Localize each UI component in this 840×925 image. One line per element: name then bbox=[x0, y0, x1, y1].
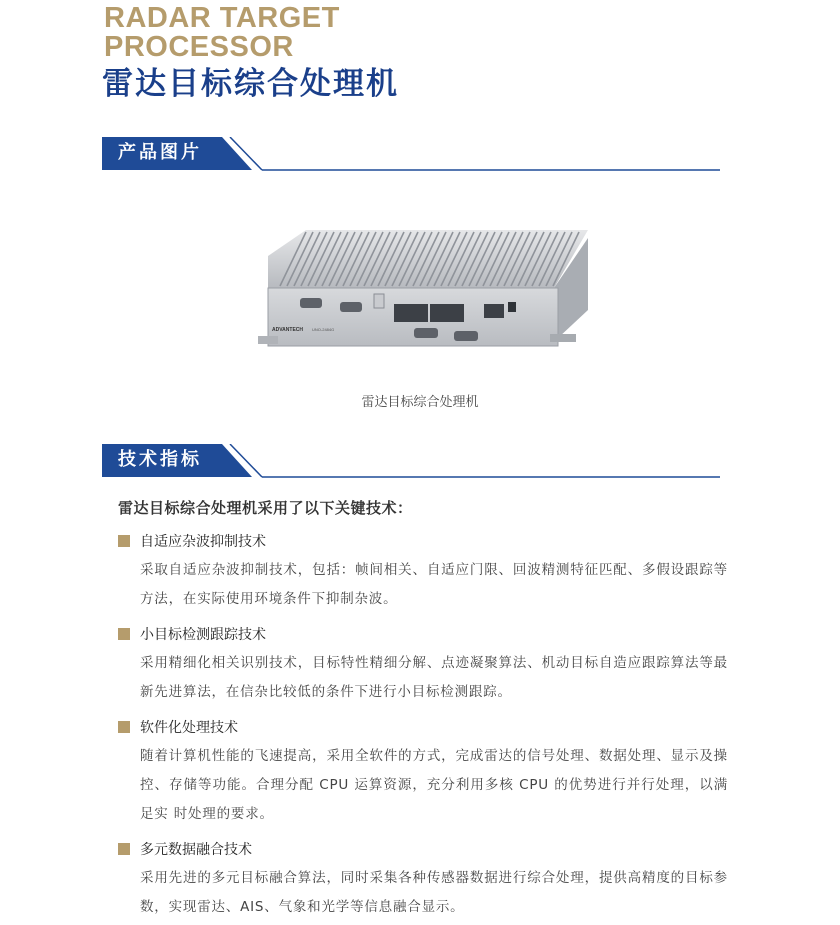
spec-item-title: 小目标检测跟踪技术 bbox=[140, 627, 266, 643]
spec-item bbox=[118, 838, 728, 922]
spec-item-title: 多元数据融合技术 bbox=[140, 842, 252, 858]
spec-item-heading bbox=[118, 623, 728, 645]
photo-brand: ADVANTECH bbox=[272, 327, 304, 333]
bullet-square-icon bbox=[118, 535, 130, 547]
bullet-square-icon bbox=[118, 843, 130, 855]
spec-item-heading bbox=[118, 716, 728, 738]
section-title-photo: 产品图片 bbox=[118, 142, 202, 163]
section-header-photo bbox=[102, 137, 720, 171]
bullet-square-icon bbox=[118, 628, 130, 640]
spec-intro: 雷达目标综合处理机采用了以下关键技术： bbox=[118, 499, 413, 517]
title-english bbox=[104, 4, 340, 62]
spec-item-heading bbox=[118, 530, 728, 552]
bullet-square-icon bbox=[118, 721, 130, 733]
spec-item-title: 自适应杂波抑制技术 bbox=[140, 534, 266, 550]
photo-model: UNO-2484G bbox=[312, 327, 335, 332]
product-photo bbox=[258, 228, 598, 358]
section-header-spec bbox=[102, 444, 720, 478]
spec-item bbox=[118, 623, 728, 707]
spec-item-body: 采用先进的多元目标融合算法，同时采集各种传感器数据进行综合处理，提供高精度的目标参数，实现雷达、AIS、气象和光学等信息融合显示。 bbox=[140, 870, 728, 915]
title-english-line1: RADAR TARGET bbox=[104, 2, 340, 34]
title-chinese: 雷达目标综合处理机 bbox=[102, 66, 399, 102]
spec-item-body: 随着计算机性能的飞速提高，采用全软件的方式，完成雷达的信号处理、数据处理、显示及操控、存储等功能。合理分配 CPU 运算资源，充分利用多核 CPU 的优势进行并行处理，以满足实 时处理的要求。 bbox=[140, 748, 728, 822]
section-title-spec: 技术指标 bbox=[118, 449, 202, 470]
spec-item-body: 采用精细化相关识别技术，目标特性精细分解、点迹凝聚算法、机动目标自造应跟踪算法等最新先进算法，在信杂比较低的条件下进行小目标检测跟踪。 bbox=[140, 655, 728, 700]
photo-caption: 雷达目标综合处理机 bbox=[361, 395, 479, 410]
spec-item-heading bbox=[118, 838, 728, 860]
spec-item bbox=[118, 530, 728, 614]
spec-item-body: 采取自适应杂波抑制技术，包括：帧间相关、自适应门限、回波精测特征匹配、多假设跟踪等方法，在实际使用环境条件下抑制杂波。 bbox=[140, 562, 728, 607]
spec-item-title: 软件化处理技术 bbox=[140, 720, 238, 736]
spec-item bbox=[118, 716, 728, 829]
title-english-line2: PROCESSOR bbox=[104, 31, 294, 63]
